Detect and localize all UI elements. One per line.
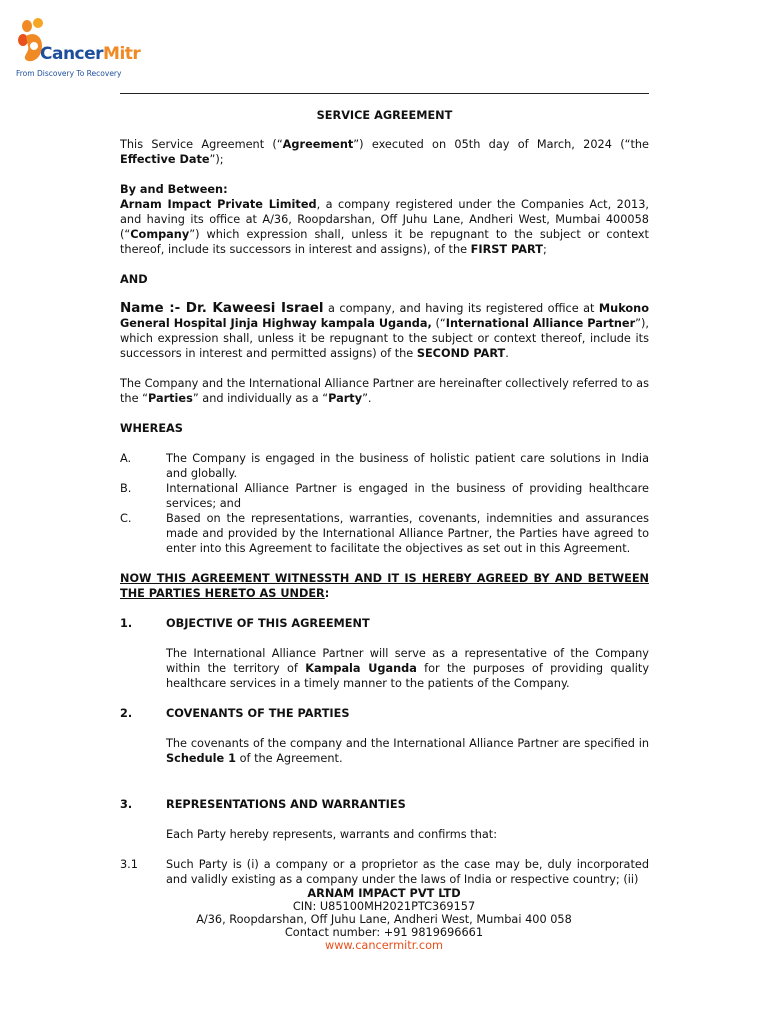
- section-1-heading: 1. OBJECTIVE OF THIS AGREEMENT: [120, 617, 370, 630]
- clause-3-1: 3.1 Such Party is (i) a company or a proprietor as the case may be, duly incorporated and validly existing as a company under the laws of India or respective country; (ii): [120, 858, 649, 886]
- logo-tagline: From Discovery To Recovery: [16, 69, 122, 78]
- footer-website-link[interactable]: www.cancermitr.com: [324, 939, 444, 952]
- whereas-heading: WHEREAS: [120, 422, 183, 435]
- parties-definition-paragraph: The Company and the International Alliance Partner are hereinafter collectively referred to as the “Parties” and individually as a “Party”.: [120, 377, 649, 405]
- document-title: SERVICE AGREEMENT: [316, 109, 453, 122]
- and-heading: AND: [120, 273, 148, 286]
- recital-item: A. The Company is engaged in the business of holistic patient care solutions in India and globally.: [120, 452, 649, 480]
- section-3-heading: 3. REPRESENTATIONS AND WARRANTIES: [120, 798, 406, 811]
- recital-item: B. International Alliance Partner is engaged in the business of providing healthcare services; and: [120, 482, 649, 510]
- agreement-body: [120, 108, 649, 887]
- footer-address: A/36, Roopdarshan, Off Juhu Lane, Andheri West, Mumbai 400 058: [196, 913, 572, 926]
- logo-wordmark: CancerMitr: [40, 44, 141, 64]
- section-2-heading: 2. COVENANTS OF THE PARTIES: [120, 707, 350, 720]
- first-party-paragraph: Arnam Impact Private Limited, a company registered under the Companies Act, 2013, and having its office at A/36, Roopdarshan, Off Juhu Lane, Andheri West, Mumbai 400058 (“Company”) which expression shall, unless it be repugnant to the subject or context thereof, include its successors in interest and assigns), of the FIRST PART;: [120, 198, 649, 256]
- page-footer: [0, 887, 768, 952]
- section-3-text: Each Party hereby represents, warrants and confirms that:: [166, 828, 498, 841]
- by-and-between-heading: By and Between:: [120, 183, 228, 196]
- footer-company-name: ARNAM IMPACT PVT LTD: [307, 887, 461, 900]
- footer-cin: CIN: U85100MH2021PTC369157: [292, 900, 476, 913]
- intro-paragraph: This Service Agreement (“Agreement”) executed on 05th day of March, 2024 (“the Effective Date”);: [120, 138, 649, 166]
- header-divider: [120, 93, 649, 94]
- section-2-text: The covenants of the company and the International Alliance Partner are specified in Schedule 1 of the Agreement.: [166, 737, 649, 765]
- footer-contact: Contact number: +91 9819696661: [284, 926, 484, 939]
- witnesseth-clause: NOW THIS AGREEMENT WITNESSTH AND IT IS HEREBY AGREED BY AND BETWEEN THE PARTIES HERETO AS UNDER:: [120, 572, 649, 600]
- cancermitr-logo: [14, 14, 144, 84]
- second-party-paragraph: Name :- Dr. Kaweesi Israel a company, and having its registered office at Mukono General Hospital Jinja Highway kampala Uganda, (“International Alliance Partner”), which expression shall, unless it be repugnant to the subject or context thereof, include its successors in interest and permitted assigns) of the SECOND PART.: [120, 300, 649, 360]
- section-1-text: The International Alliance Partner will serve as a representative of the Company within the territory of Kampala Uganda for the purposes of providing quality healthcare services in a timely manner to the patients of the Company.: [166, 647, 650, 690]
- recital-item: C. Based on the representations, warranties, covenants, indemnities and assurances made and provided by the International Alliance Partner, the Parties have agreed to enter into this Agreement to facilitate the objectives as set out in this Agreement.: [120, 512, 649, 555]
